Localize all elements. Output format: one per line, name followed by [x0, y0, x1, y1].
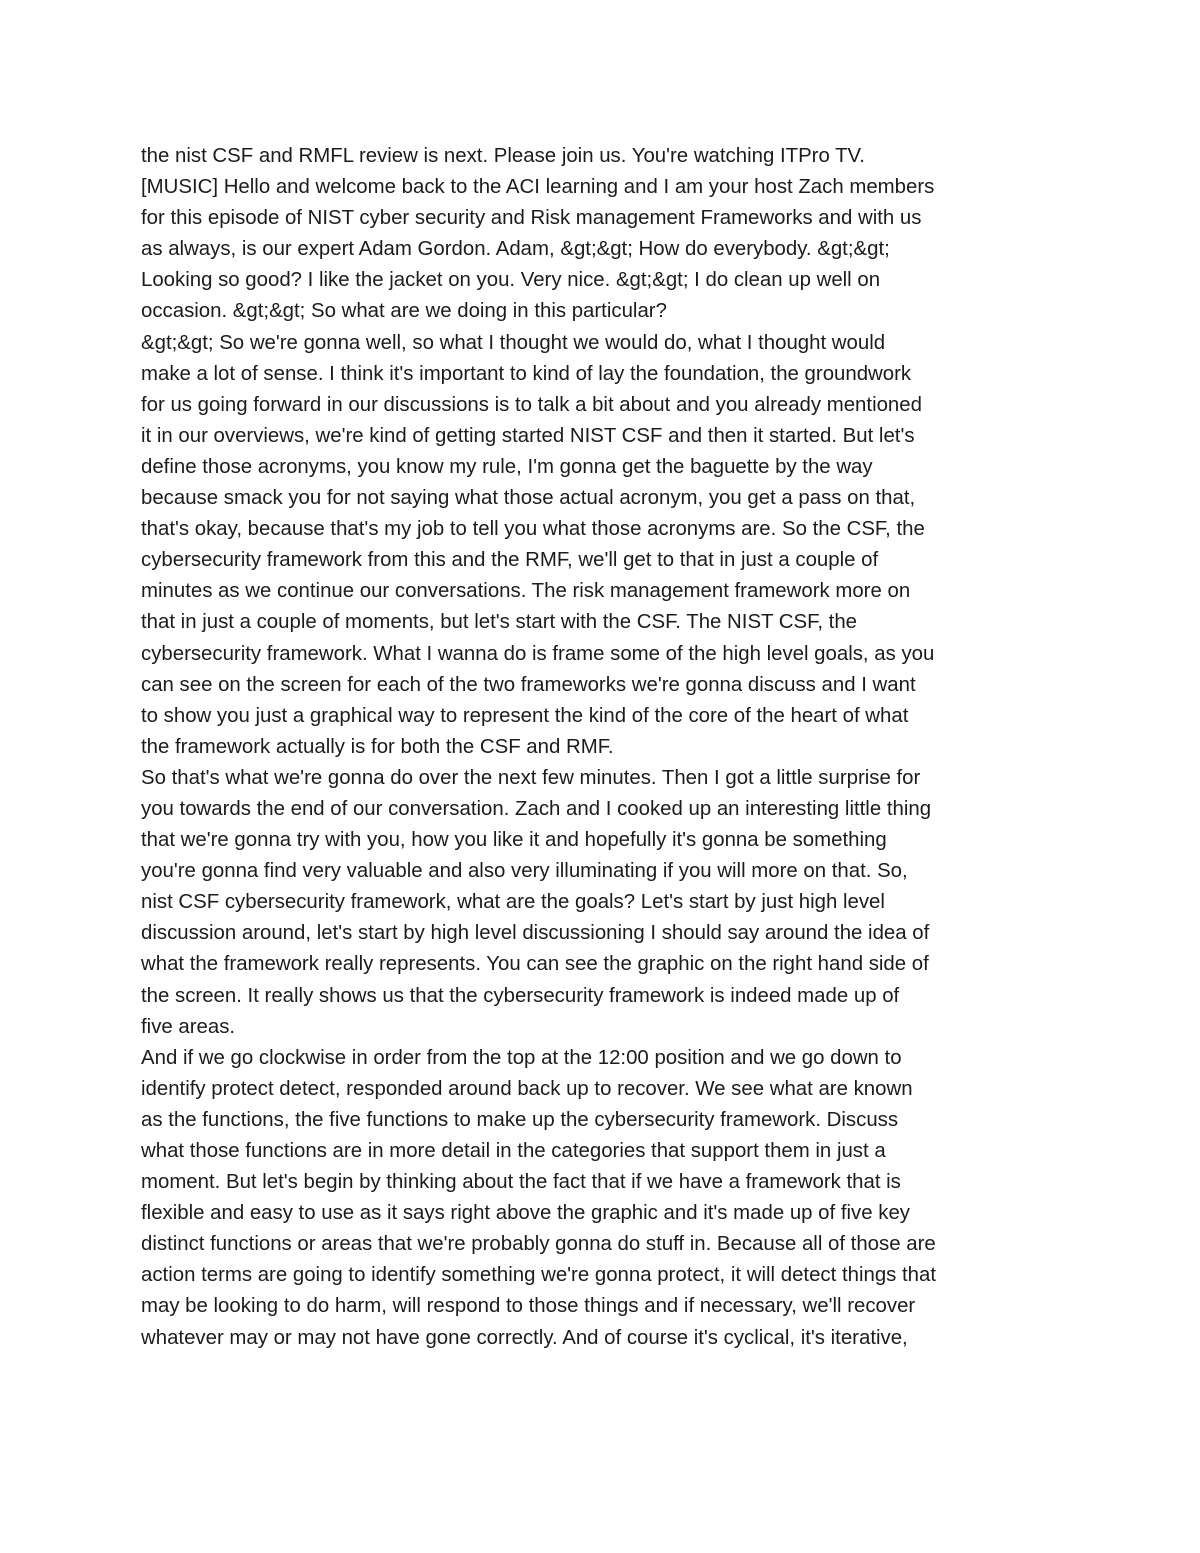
text-line: make a lot of sense. I think it's important to kind of lay the foundation, the groundwork — [141, 362, 912, 385]
text-line: So that's what we're gonna do over the next few minutes. Then I got a little surprise for — [141, 766, 921, 789]
text-line: the framework actually is for both the CSF and RMF. — [141, 735, 614, 758]
text-line: five areas. — [141, 1015, 236, 1038]
text-line: Looking so good? I like the jacket on you. Very nice. &gt;&gt; I do clean up well on — [141, 269, 881, 292]
transcript-body — [141, 141, 1071, 1354]
text-line: the nist CSF and RMFL review is next. Please join us. You're watching ITPro TV. — [141, 145, 865, 167]
text-line: action terms are going to identify something we're gonna protect, it will detect things that — [141, 1264, 937, 1287]
text-line: you're gonna find very valuable and also very illuminating if you will more on that. So, — [141, 860, 908, 883]
text-line: what those functions are in more detail in the categories that support them in just a — [141, 1140, 886, 1162]
text-line: that we're gonna try with you, how you like it and hopefully it's gonna be something — [141, 829, 887, 852]
text-line: for this episode of NIST cyber security and Risk management Frameworks and with us — [141, 207, 922, 230]
text-line: what the framework really represents. You can see the graphic on the right hand side of — [141, 953, 929, 976]
text-line: whatever may or may not have gone correctly. And of course it's cyclical, it's iterative, — [141, 1326, 908, 1349]
text-line: that in just a couple of moments, but let's start with the CSF. The NIST CSF, the — [141, 611, 857, 634]
text-line: as always, is our expert Adam Gordon. Adam, &gt;&gt; How do everybody. &gt;&gt; — [141, 238, 890, 261]
text-line: And if we go clockwise in order from the top at the 12:00 position and we go down to — [141, 1046, 902, 1069]
text-line: [MUSIC] Hello and welcome back to the ACI learning and I am your host Zach members — [141, 176, 935, 199]
text-line: cybersecurity framework. What I wanna do is frame some of the high level goals, as you — [141, 642, 935, 665]
text-line: the screen. It really shows us that the cybersecurity framework is indeed made up of — [141, 984, 900, 1007]
text-line: can see on the screen for each of the two frameworks we're gonna discuss and I want — [141, 673, 916, 696]
text-line: it in our overviews, we're kind of getting started NIST CSF and then it started. But let's — [141, 424, 915, 447]
text-line: moment. But let's begin by thinking about the fact that if we have a framework that is — [141, 1171, 901, 1194]
text-line: for us going forward in our discussions is to talk a bit about and you already mentioned — [141, 393, 922, 416]
text-line: &gt;&gt; So we're gonna well, so what I thought we would do, what I thought would — [141, 331, 886, 354]
text-line: that's okay, because that's my job to tell you what those acronyms are. So the CSF, the — [141, 518, 925, 541]
text-line: as the functions, the five functions to make up the cybersecurity framework. Discuss — [141, 1108, 899, 1131]
text-line: define those acronyms, you know my rule, I'm gonna get the baguette by the way — [141, 455, 873, 478]
text-line: because smack you for not saying what those actual acronym, you get a pass on that, — [141, 487, 916, 510]
text-line: cybersecurity framework from this and the RMF, we'll get to that in just a couple of — [141, 549, 879, 572]
text-line: distinct functions or areas that we're probably gonna do stuff in. Because all of those are — [141, 1233, 936, 1256]
text-line: you towards the end of our conversation. Zach and I cooked up an interesting little thing — [141, 797, 932, 820]
text-line: identify protect detect, responded around back up to recover. We see what are known — [141, 1077, 913, 1100]
text-line: may be looking to do harm, will respond to those things and if necessary, we'll recover — [141, 1295, 916, 1318]
text-line: nist CSF cybersecurity framework, what are the goals? Let's start by just high level — [141, 891, 885, 914]
text-line: occasion. &gt;&gt; So what are we doing in this particular? — [141, 300, 667, 323]
text-line: flexible and easy to use as it says right above the graphic and it's made up of five key — [141, 1202, 910, 1225]
text-line: to show you just a graphical way to represent the kind of the core of the heart of what — [141, 704, 909, 727]
text-line: minutes as we continue our conversations. The risk management framework more on — [141, 580, 911, 603]
text-line: discussion around, let's start by high level discussioning I should say around the idea of — [141, 922, 930, 945]
